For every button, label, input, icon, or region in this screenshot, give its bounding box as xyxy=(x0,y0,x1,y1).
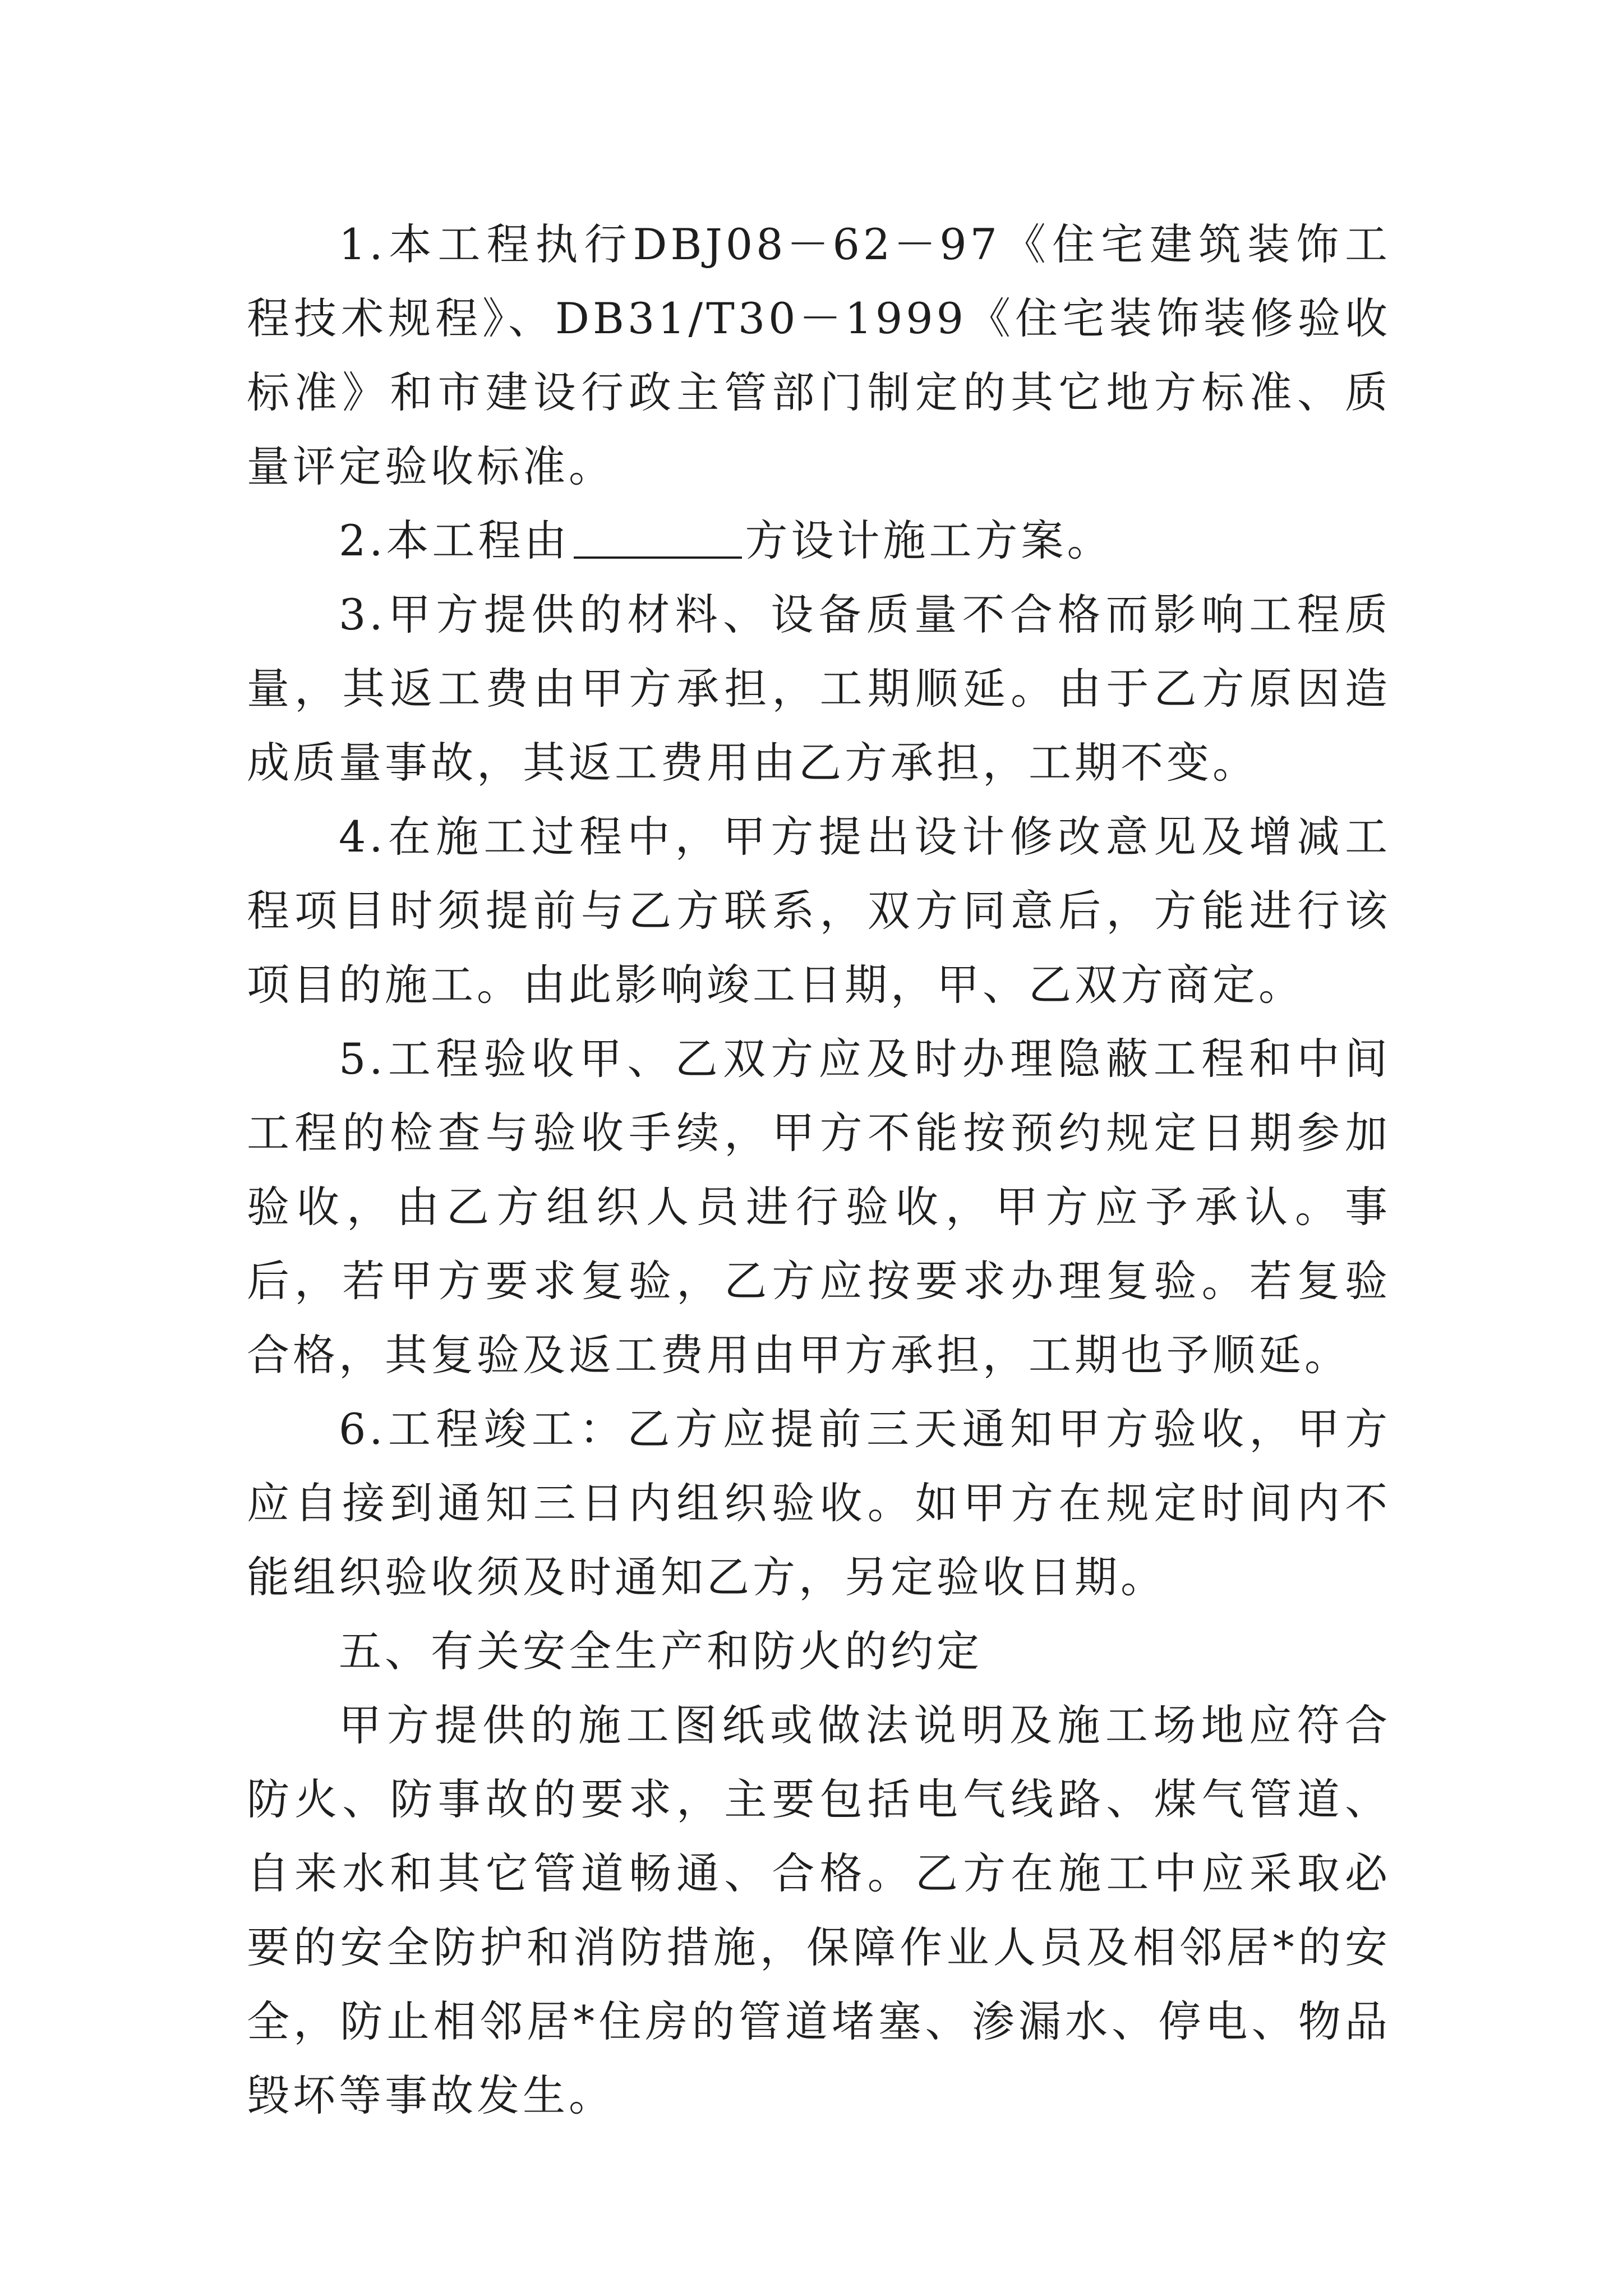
clause-2-tail: 方设计施工方案。 xyxy=(745,516,1113,565)
document-body xyxy=(247,208,1391,2133)
section-5-body: 甲方提供的施工图纸或做法说明及施工场地应符合防火、防事故的要求，主要包括电气线路、煤气管道、自来水和其它管道畅通、合格。乙方在施工中应采取必要的安全防护和消防措施，保障作业人员及相邻居*的安全，防止相邻居*住房的管道堵塞、渗漏水、停电、物品毁坏等事故发生。 xyxy=(247,1700,1391,2120)
clause-3: 3.甲方提供的材料、设备质量不合格而影响工程质量，其返工费由甲方承担，工期顺延。由于乙方原因造成质量事故，其返工费用由乙方承担，工期不变。 xyxy=(247,590,1391,788)
clause-2 xyxy=(247,504,1391,578)
section-5-heading: 五、有关安全生产和防火的约定 xyxy=(339,1626,983,1676)
clause-2-lead: 2.本工程由 xyxy=(339,516,570,565)
clause-5: 5.工程验收甲、乙双方应及时办理隐蔽工程和中间工程的检查与验收手续，甲方不能按预约规定日期参加验收，由乙方组织人员进行验收，甲方应予承认。事后，若甲方要求复验，乙方应按要求办理复验。若复验合格，其复验及返工费用由甲方承担，工期也予顺延。 xyxy=(247,1034,1391,1380)
clause-6: 6.工程竣工：乙方应提前三天通知甲方验收，甲方应自接到通知三日内组织验收。如甲方在规定时间内不能组织验收须及时通知乙方，另定验收日期。 xyxy=(247,1404,1391,1602)
fill-in-blank xyxy=(574,554,742,559)
clause-4: 4.在施工过程中，甲方提出设计修改意见及增减工程项目时须提前与乙方联系，双方同意后，方能进行该项目的施工。由此影响竣工日期，甲、乙双方商定。 xyxy=(247,812,1391,1010)
clause-1: 1.本工程执行DBJ08－62－97《住宅建筑装饰工程技术规程》、DB31/T30－1999《住宅装饰装修验收标准》和市建设行政主管部门制定的其它地方标准、质量评定验收标准。 xyxy=(247,219,1391,491)
